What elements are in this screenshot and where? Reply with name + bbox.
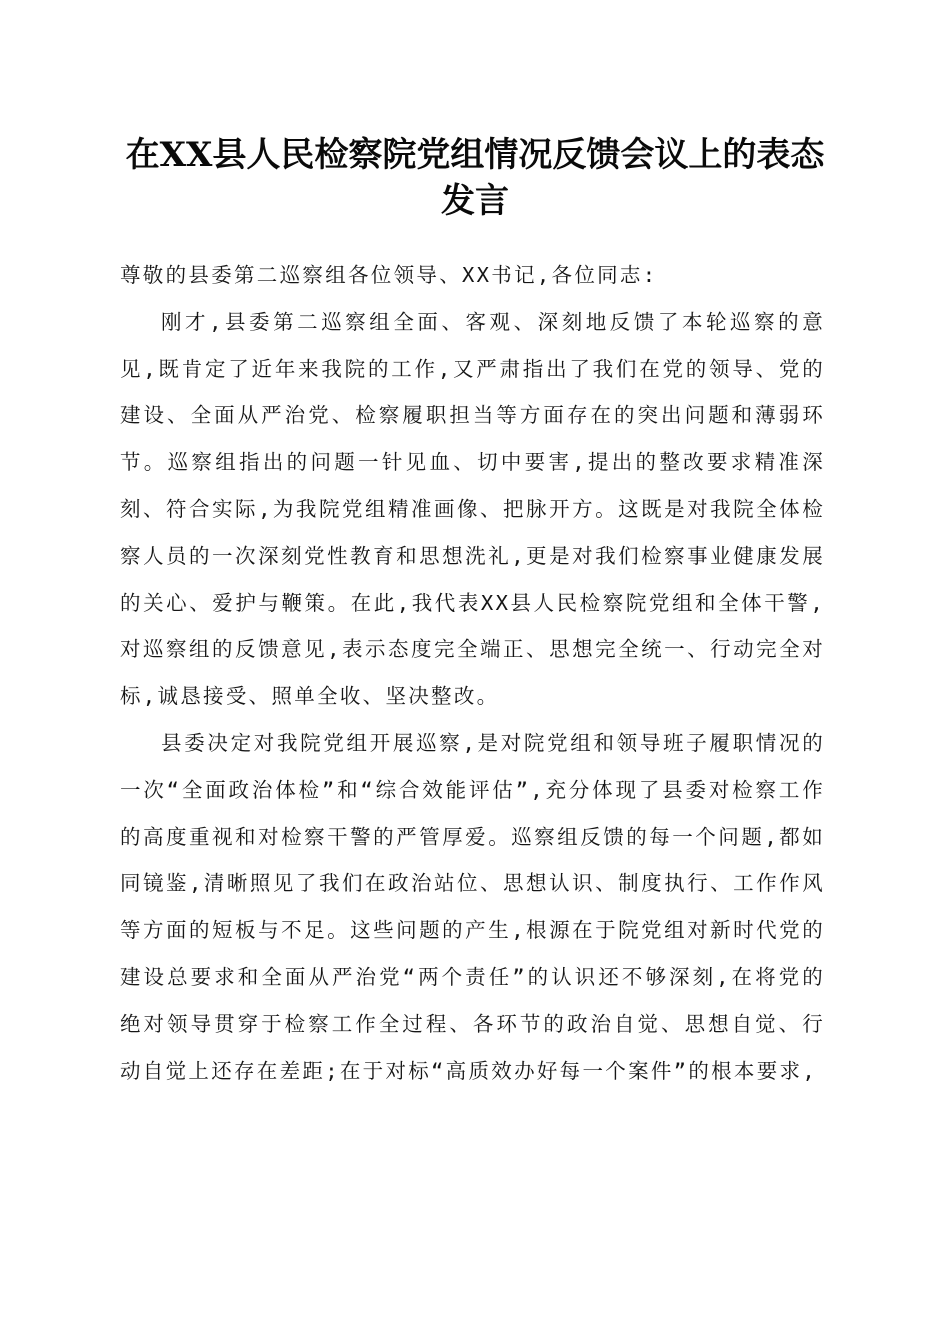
document-title: 在XX县人民检察院党组情况反馈会议上的表态发言 xyxy=(125,135,825,221)
paragraph-2: 县委决定对我院党组开展巡察,是对院党组和领导班子履职情况的一次“全面政治体检”和“综合效能评估”,充分体现了县委对检察工作的高度重视和对检察干警的严管厚爱。巡察组反馈的每一个问题,都如同镜鉴,清晰照见了我们在政治站位、思想认识、制度执行、工作作风等方面的短板与不足。这些问题的产生,根源在于院党组对新时代党的建设总要求和全面从严治党“两个责任”的认识还不够深刻,在将党的绝对领导贯穿于检察工作全过程、各环节的政治自觉、思想自觉、行动自觉上还存在差距;在于对标“高质效办好每一个案件”的根本要求, xyxy=(120,730,825,1083)
document-body xyxy=(120,252,825,1094)
salutation: 尊敬的县委第二巡察组各位领导、XX书记,各位同志: xyxy=(120,263,658,287)
paragraph-1: 刚才,县委第二巡察组全面、客观、深刻地反馈了本轮巡察的意见,既肯定了近年来我院的工作,又严肃指出了我们在党的领导、党的建设、全面从严治党、检察履职担当等方面存在的突出问题和薄弱环节。巡察组指出的问题一针见血、切中要害,提出的整改要求精准深刻、符合实际,为我院党组精准画像、把脉开方。这既是对我院全体检察人员的一次深刻党性教育和思想洗礼,更是对我们检察事业健康发展的关心、爱护与鞭策。在此,我代表XX县人民检察院党组和全体干警,对巡察组的反馈意见,表示态度完全端正、思想完全统一、行动完全对标,诚恳接受、照单全收、坚决整改。 xyxy=(120,309,825,709)
